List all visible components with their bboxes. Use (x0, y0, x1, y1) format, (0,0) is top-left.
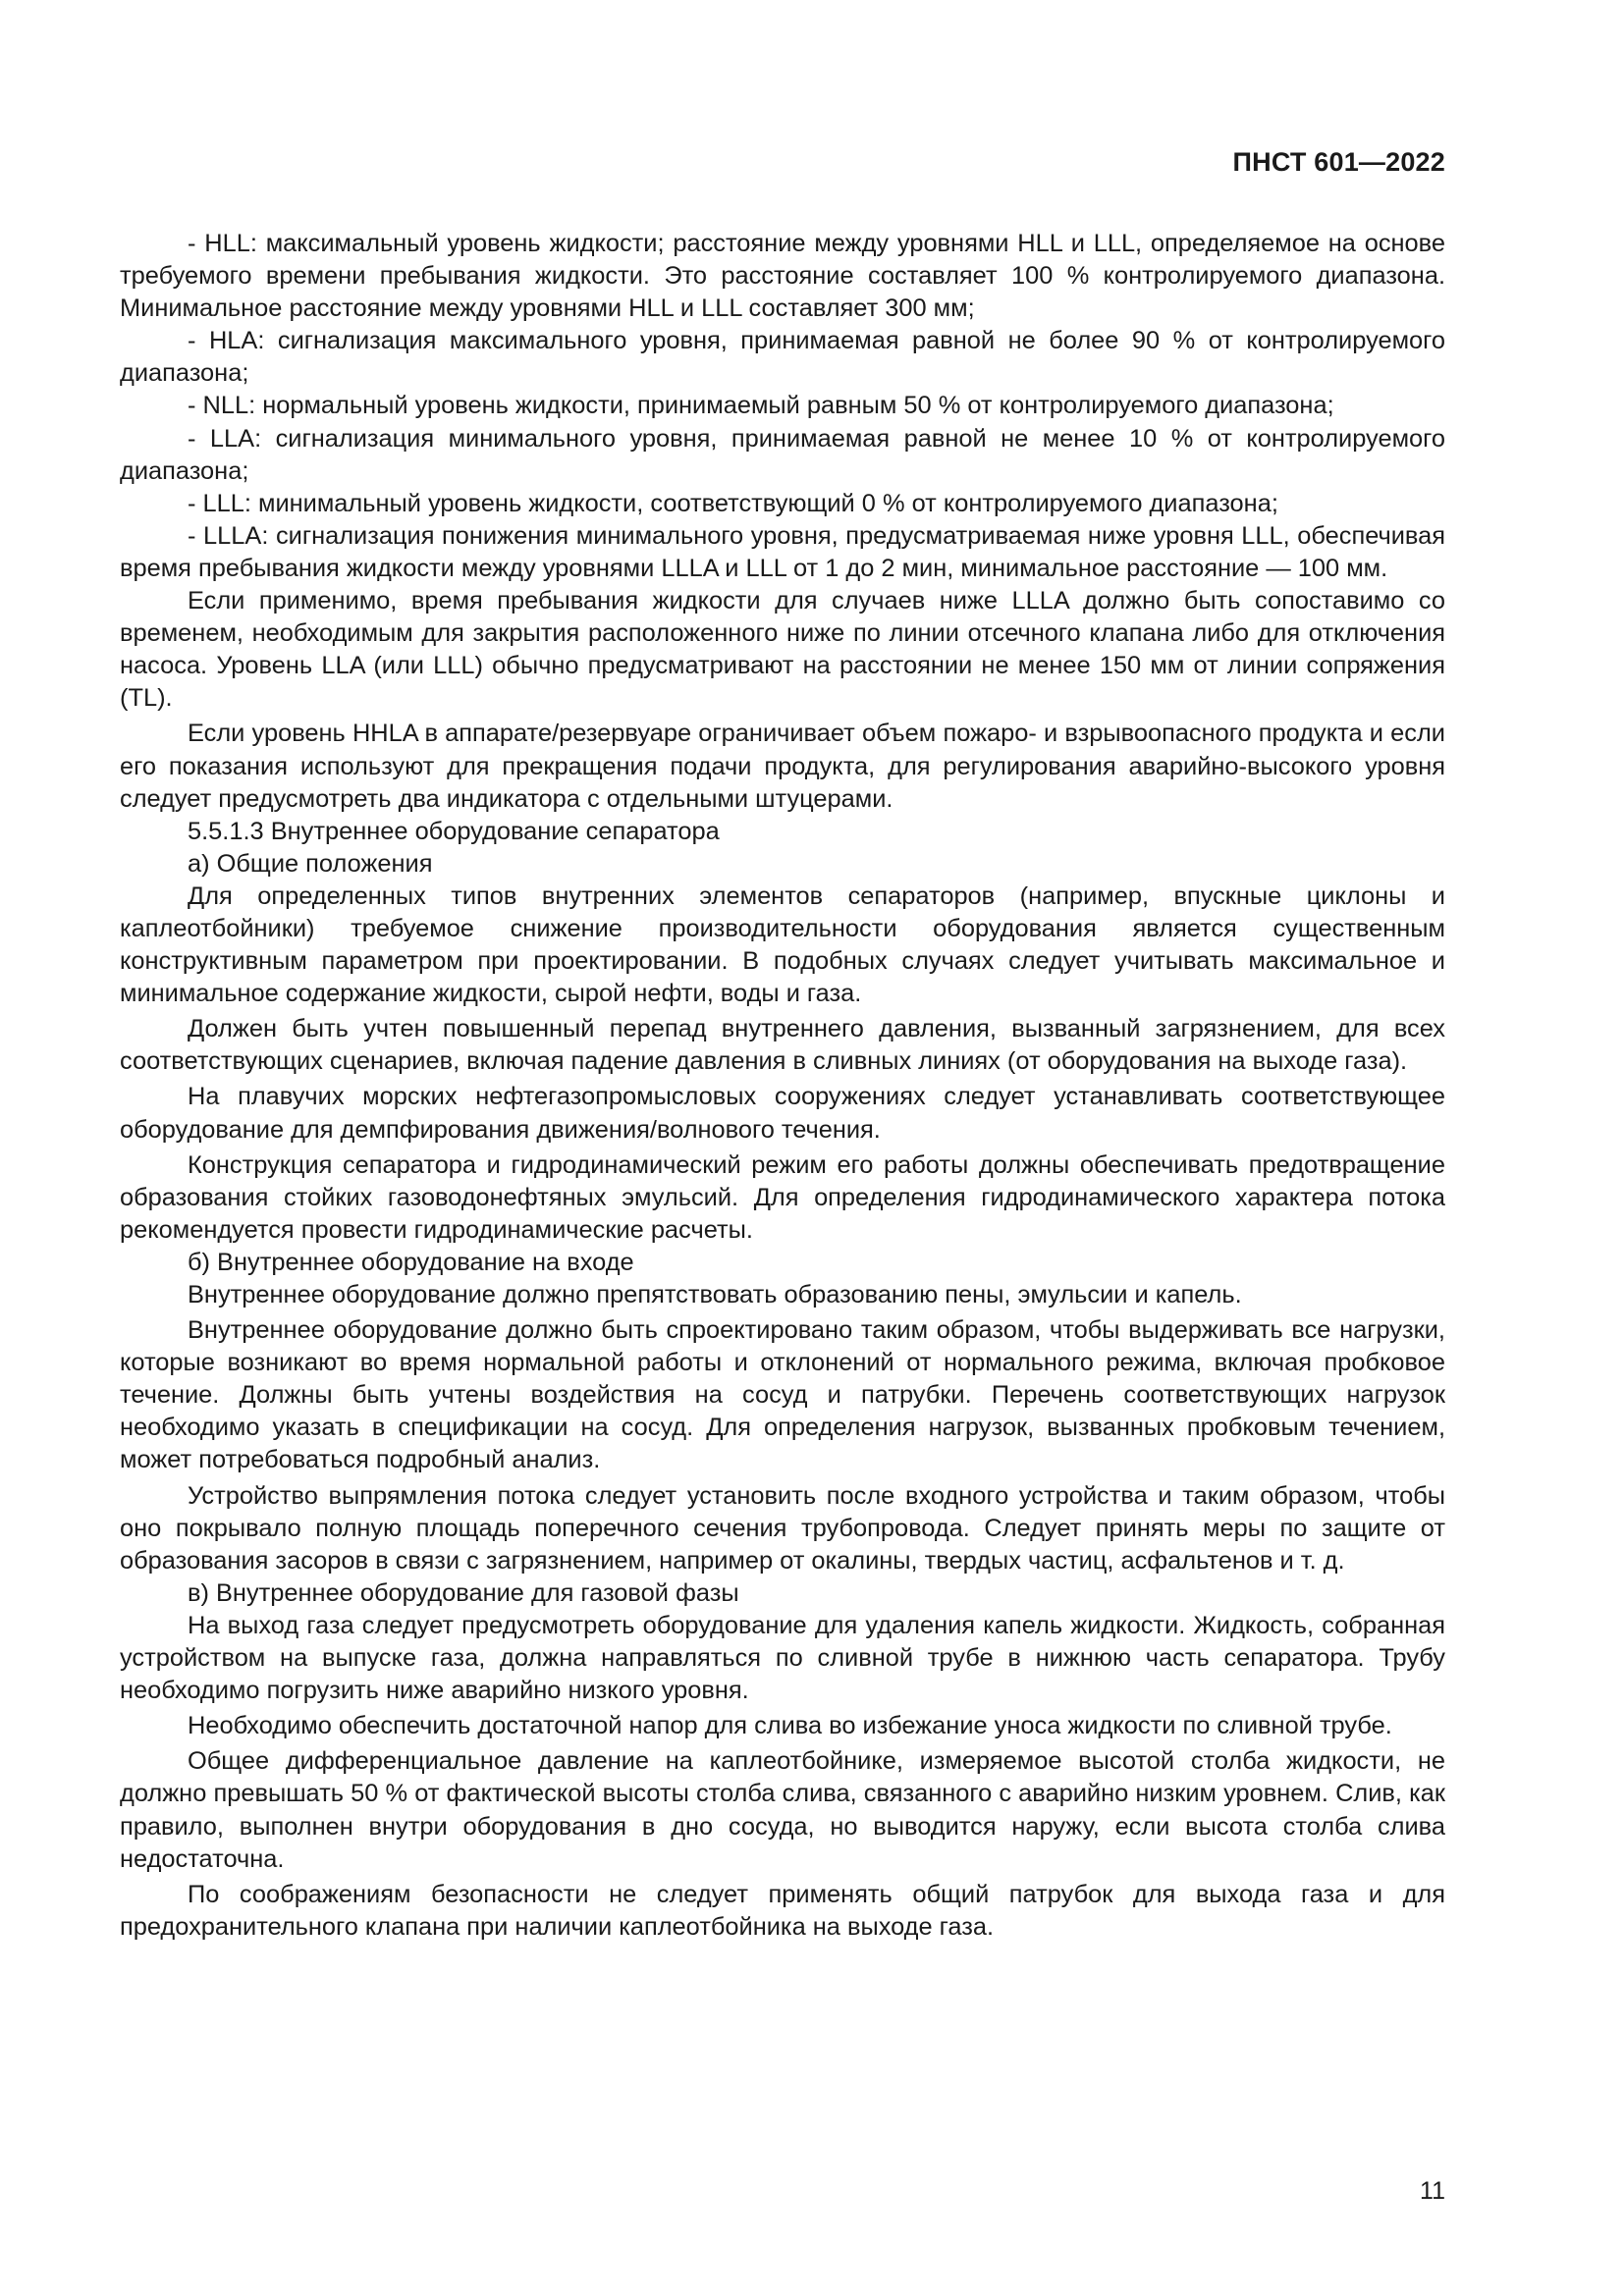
paragraph-foam: Внутреннее оборудование должно препятствовать образованию пены, эмульсии и капель. (188, 1281, 1242, 1308)
paragraph-emulsions: Конструкция сепаратора и гидродинамический режим его работы должны обеспечивать предотвращение образования стойких газоводонефтяных эмульсий. Для определения гидродинамического характера потока рекомендуется провести гидродинамические расчеты. (120, 1150, 1445, 1244)
paragraph-nll: - NLL: нормальный уровень жидкости, принимаемый равным 50 % от контролируемого диапазона; (188, 392, 1334, 420)
body-text (120, 228, 1445, 1944)
paragraph-hll: - HLL: максимальный уровень жидкости; расстояние между уровнями HLL и LLL, определяемое на основе требуемого времени пребывания жидкости. Это расстояние составляет 100 % контролируемого диапазона. Минимальное расстояние между уровнями HLL и LLL составляет 300 мм; (120, 230, 1445, 323)
paragraph-residence-time: Если применимо, время пребывания жидкости для случаев ниже LLLA должно быть сопоставимо со временем, необходимым для закрытия расположенного ниже по линии отсечного клапана либо для отключения насоса. Уровень LLA (или LLL) обычно предусматривают на расстоянии не менее 150 мм от линии сопряжения (TL). (120, 587, 1445, 713)
paragraph-lla: - LLA: сигнализация минимального уровня, принимаемая равной не менее 10 % от контролируемого диапазона; (120, 424, 1445, 485)
document-code: ПНСТ 601—2022 (1232, 147, 1445, 177)
paragraph-hhla: Если уровень HHLA в аппарате/резервуаре ограничивает объем пожаро- и взрывоопасного продукта и если его показания используют для прекращения подачи продукта, для регулирования аварийно-высокого уровня следует предусмотреть два индикатора с отдельными штуцерами. (120, 720, 1445, 813)
paragraph-lll: - LLL: минимальный уровень жидкости, соответствующий 0 % от контролируемого диапазона; (188, 489, 1278, 517)
subsection-heading-a: а) Общие положения (188, 849, 433, 878)
paragraph-llla: - LLLA: сигнализация понижения минимального уровня, предусматриваемая ниже уровня LLL, обеспечивая время пребывания жидкости между уровнями LLLA и LLL от 1 до 2 мин, минимальное расстояние — 100 мм. (120, 521, 1445, 582)
paragraph-internal-elements: Для определенных типов внутренних элементов сепараторов (например, впускные циклоны и каплеотбойники) требуемое снижение производительности оборудования является существенным конструктивным параметром при проектировании. В подобных случаях следует учитывать максимальное и минимальное содержание жидкости, сырой нефти, воды и газа. (120, 881, 1445, 1008)
paragraph-floating-facilities: На плавучих морских нефтегазопромысловых сооружениях следует устанавливать соответствующее оборудование для демпфирования движения/волнового течения. (120, 1083, 1445, 1144)
paragraph-differential-pressure: Общее дифференциальное давление на каплеотбойнике, измеряемое высотой столба жидкости, не должно превышать 50 % от фактической высоты столба слива, связанного с аварийно низким уровнем. Слив, как правило, выполнен внутри оборудования в дно сосуда, но выводится наружу, если высота столба слива недостаточна. (120, 1747, 1445, 1873)
page-number: 11 (1420, 2177, 1445, 2205)
subsection-heading-v: в) Внутреннее оборудование для газовой фазы (188, 1578, 739, 1607)
paragraph-drain-head: Необходимо обеспечить достаточной напор для слива во избежание уноса жидкости по сливной трубе. (188, 1712, 1392, 1740)
paragraph-safety: По соображениям безопасности не следует применять общий патрубок для выхода газа и для предохранительного клапана при наличии каплеотбойника на выходе газа. (120, 1880, 1445, 1941)
paragraph-gas-outlet: На выход газа следует предусмотреть оборудование для удаления капель жидкости. Жидкость, собранная устройством на выпуске газа, должна направляться по сливной трубе в нижнюю часть сепаратора. Трубу необходимо погрузить ниже аварийно низкого уровня. (120, 1611, 1445, 1705)
paragraph-loads: Внутреннее оборудование должно быть спроектировано таким образом, чтобы выдерживать все нагрузки, которые возникают во время нормальной работы и отклонений от нормального режима, включая пробковое течение. Должны быть учтены воздействия на сосуд и патрубки. Перечень соответствующих нагрузок необходимо указать в спецификации на сосуд. Для определения нагрузок, вызванных пробковым течением, может потребоваться подробный анализ. (120, 1316, 1445, 1474)
paragraph-flow-straightener: Устройство выпрямления потока следует установить после входного устройства и таким образом, чтобы оно покрывало полную площадь поперечного сечения трубопровода. Следует принять меры по защите от образования засоров в связи с загрязнением, например от окалины, твердых частиц, асфальтенов и т. д. (120, 1481, 1445, 1575)
paragraph-hla: - HLA: сигнализация максимального уровня, принимаемая равной не более 90 % от контролируемого диапазона; (120, 327, 1445, 388)
subsection-heading-b: б) Внутреннее оборудование на входе (188, 1248, 634, 1276)
paragraph-pressure-drop: Должен быть учтен повышенный перепад внутреннего давления, вызванный загрязнением, для всех соответствующих сценариев, включая падение давления в сливных линиях (от оборудования на выходе газа). (120, 1015, 1445, 1076)
section-heading-5-5-1-3: 5.5.1.3 Внутреннее оборудование сепаратора (188, 817, 720, 845)
